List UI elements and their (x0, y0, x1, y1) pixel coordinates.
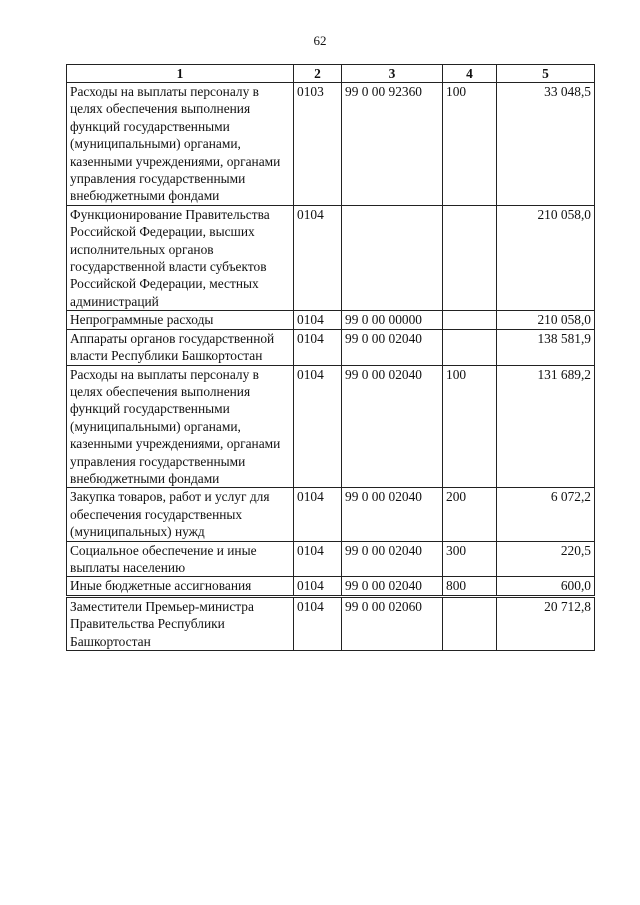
amount-cell: 600,0 (497, 577, 595, 596)
amount-cell: 210 058,0 (497, 205, 595, 310)
table-row (67, 205, 595, 310)
amount-cell: 210 058,0 (497, 311, 595, 329)
column-header: 4 (443, 65, 497, 83)
expense-type-cell (443, 596, 497, 650)
expense-type-cell: 100 (443, 83, 497, 206)
page-number: 62 (313, 33, 327, 48)
expense-name-cell: Социальное обеспечение и иные выплаты населению (67, 541, 294, 577)
target-code-cell: 99 0 00 02040 (342, 541, 443, 577)
expense-type-cell (443, 329, 497, 365)
expense-type-cell: 100 (443, 365, 497, 488)
column-header: 5 (497, 65, 595, 83)
expense-type-cell: 200 (443, 488, 497, 541)
amount-cell: 138 581,9 (497, 329, 595, 365)
target-code-cell: 99 0 00 02040 (342, 577, 443, 596)
expense-type-cell (443, 205, 497, 310)
target-code-cell: 99 0 00 02060 (342, 596, 443, 650)
expense-name-cell: Расходы на выплаты персоналу в целях обеспечения выполнения функций государственными (муниципальными) органами, казенными учреждениями, органами управления государственными внебюджетными фондами (67, 365, 294, 488)
expense-type-cell: 800 (443, 577, 497, 596)
column-header: 2 (294, 65, 342, 83)
section-code-cell: 0104 (294, 365, 342, 488)
amount-cell: 220,5 (497, 541, 595, 577)
amount-cell: 33 048,5 (497, 83, 595, 206)
section-code-cell: 0104 (294, 329, 342, 365)
table-row (67, 541, 595, 577)
expense-type-cell: 300 (443, 541, 497, 577)
target-code-cell: 99 0 00 92360 (342, 83, 443, 206)
expense-name-cell: Иные бюджетные ассигнования (67, 577, 294, 596)
table-header-row (67, 65, 595, 83)
table-row (67, 83, 595, 206)
amount-cell: 6 072,2 (497, 488, 595, 541)
table-row (67, 577, 595, 596)
column-header: 1 (67, 65, 294, 83)
expense-name-cell: Закупка товаров, работ и услуг для обеспечения государственных (муниципальных) нужд (67, 488, 294, 541)
table-row (67, 365, 595, 488)
expense-name-cell: Функционирование Правительства Российской Федерации, высших исполнительных органов государственной власти субъектов Российской Федерации, местных администраций (67, 205, 294, 310)
target-code-cell: 99 0 00 02040 (342, 329, 443, 365)
target-code-cell: 99 0 00 02040 (342, 488, 443, 541)
expense-name-cell: Заместители Премьер-министра Правительства Республики Башкортостан (67, 596, 294, 650)
table-row (67, 488, 595, 541)
expense-name-cell: Расходы на выплаты персоналу в целях обеспечения выполнения функций государственными (муниципальными) органами, казенными учреждениями, органами управления государственными внебюджетными фондами (67, 83, 294, 206)
section-code-cell: 0104 (294, 488, 342, 541)
expense-name-cell: Аппараты органов государственной власти Республики Башкортостан (67, 329, 294, 365)
section-code-cell: 0103 (294, 83, 342, 206)
budget-table (66, 64, 595, 651)
section-code-cell: 0104 (294, 577, 342, 596)
section-code-cell: 0104 (294, 205, 342, 310)
target-code-cell: 99 0 00 00000 (342, 311, 443, 329)
amount-cell: 131 689,2 (497, 365, 595, 488)
table-row (67, 311, 595, 329)
expense-type-cell (443, 311, 497, 329)
section-code-cell: 0104 (294, 311, 342, 329)
expense-name-cell: Непрограммные расходы (67, 311, 294, 329)
target-code-cell (342, 205, 443, 310)
section-code-cell: 0104 (294, 596, 342, 650)
table-row (67, 596, 595, 650)
amount-cell: 20 712,8 (497, 596, 595, 650)
target-code-cell: 99 0 00 02040 (342, 365, 443, 488)
column-header: 3 (342, 65, 443, 83)
section-code-cell: 0104 (294, 541, 342, 577)
table-row (67, 329, 595, 365)
